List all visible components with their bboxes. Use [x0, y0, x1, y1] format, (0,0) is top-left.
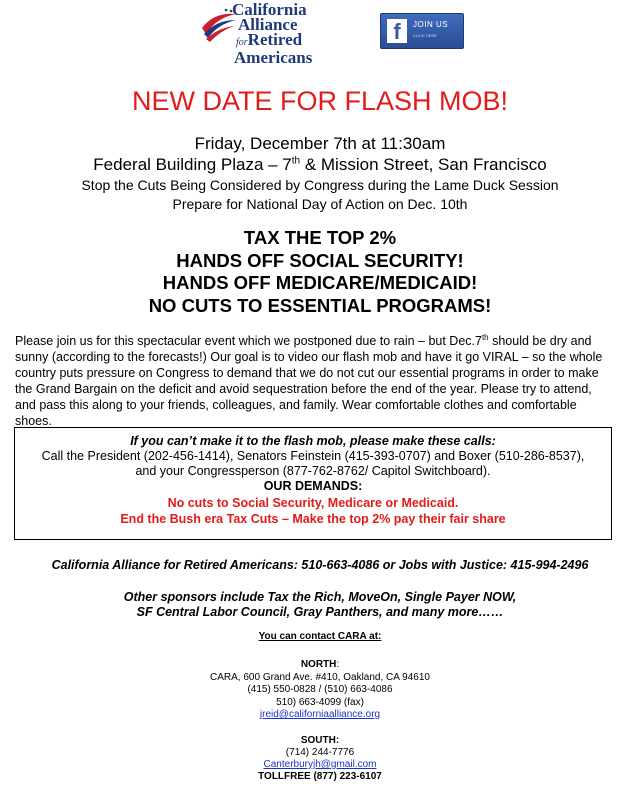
tollfree-phone: TOLLFREE (877) 223-6107	[258, 771, 382, 782]
demand-2: End the Bush era Tax Cuts – Make the top 2% pay their fair share	[120, 512, 506, 526]
event-national-day: Prepare for National Day of Action on Dec. 10th	[172, 196, 468, 212]
sponsors-line-2: SF Central Labor Council, Gray Panthers, and many more……	[136, 605, 504, 619]
logo-wordmark: California Alliance forRetired Americans	[232, 0, 313, 67]
facebook-join-button[interactable]	[380, 13, 464, 49]
south-label: SOUTH:	[300, 735, 340, 746]
calls-line-2: and your Congressperson (877-762-8762/ Capitol Switchboard).	[135, 464, 491, 478]
call-to-action-box	[14, 427, 612, 540]
slogan-medicare: HANDS OFF MEDICARE/MEDICAID!	[162, 272, 478, 293]
event-date: Friday, December 7th at 11:30am	[194, 134, 446, 153]
demands-title: OUR DEMANDS:	[263, 479, 363, 493]
calls-intro: If you can’t make it to the flash mob, please make these calls:	[130, 434, 496, 448]
sponsors-line-1: Other sponsors include Tax the Rich, MoveOn, Single Payer NOW,	[123, 590, 517, 604]
cara-logo	[198, 2, 348, 66]
event-subtitle: Stop the Cuts Being Considered by Congress during the Lame Duck Session	[81, 177, 559, 193]
cara-phone-line: California Alliance for Retired Americans: 510-663-4086 or Jobs with Justice: 415-994-2496	[51, 558, 589, 572]
click-here-label: CLICK HERE	[413, 33, 438, 38]
north-fax: 510) 663-4099 (fax)	[276, 697, 364, 708]
slogan-social-security: HANDS OFF SOCIAL SECURITY!	[176, 250, 464, 271]
north-phones: (415) 550-0828 / (510) 663-4086	[247, 684, 393, 695]
south-phone: (714) 244-7776	[285, 747, 355, 758]
north-label: NORTH:	[300, 659, 340, 670]
contact-title: You can contact CARA at:	[258, 631, 382, 642]
headline: NEW DATE FOR FLASH MOB!	[131, 86, 509, 116]
facebook-icon: f	[387, 19, 407, 43]
event-location: Federal Building Plaza – 7th & Mission Street, San Francisco	[93, 155, 547, 174]
slogan-essential-programs: NO CUTS TO ESSENTIAL PROGRAMS!	[148, 295, 492, 316]
north-address: CARA, 600 Grand Ave. #410, Oakland, CA 94610	[210, 672, 430, 683]
calls-line-1: Call the President (202-456-1414), Senators Feinstein (415-393-0707) and Boxer (510-286-8537),	[41, 449, 585, 463]
demand-1: No cuts to Social Security, Medicare or Medicaid.	[167, 496, 459, 510]
slogan-tax: TAX THE TOP 2%	[243, 227, 397, 248]
event-description: Please join us for this spectacular event which we postponed due to rain – but Dec.7th should be dry and sunny (according to the forecasts!) Our goal is to video our flash mob and have it go VIRAL – so the whole country puts pressure on Congress to demand that we do not cut our essential programs in order to make the Grand Bargain on the deficit and avoid sequestration before the end of the year. Please try to attend, and pass this along to your friends, colleagues, and family. Wear comfortable clothes and comfortable shoes.	[15, 333, 603, 429]
south-email-link[interactable]: Canterburyjh@gmail.com	[263, 759, 377, 770]
north-email-link[interactable]: jreid@californiaalliance.org	[259, 709, 381, 720]
join-us-label: JOIN US	[413, 20, 449, 29]
